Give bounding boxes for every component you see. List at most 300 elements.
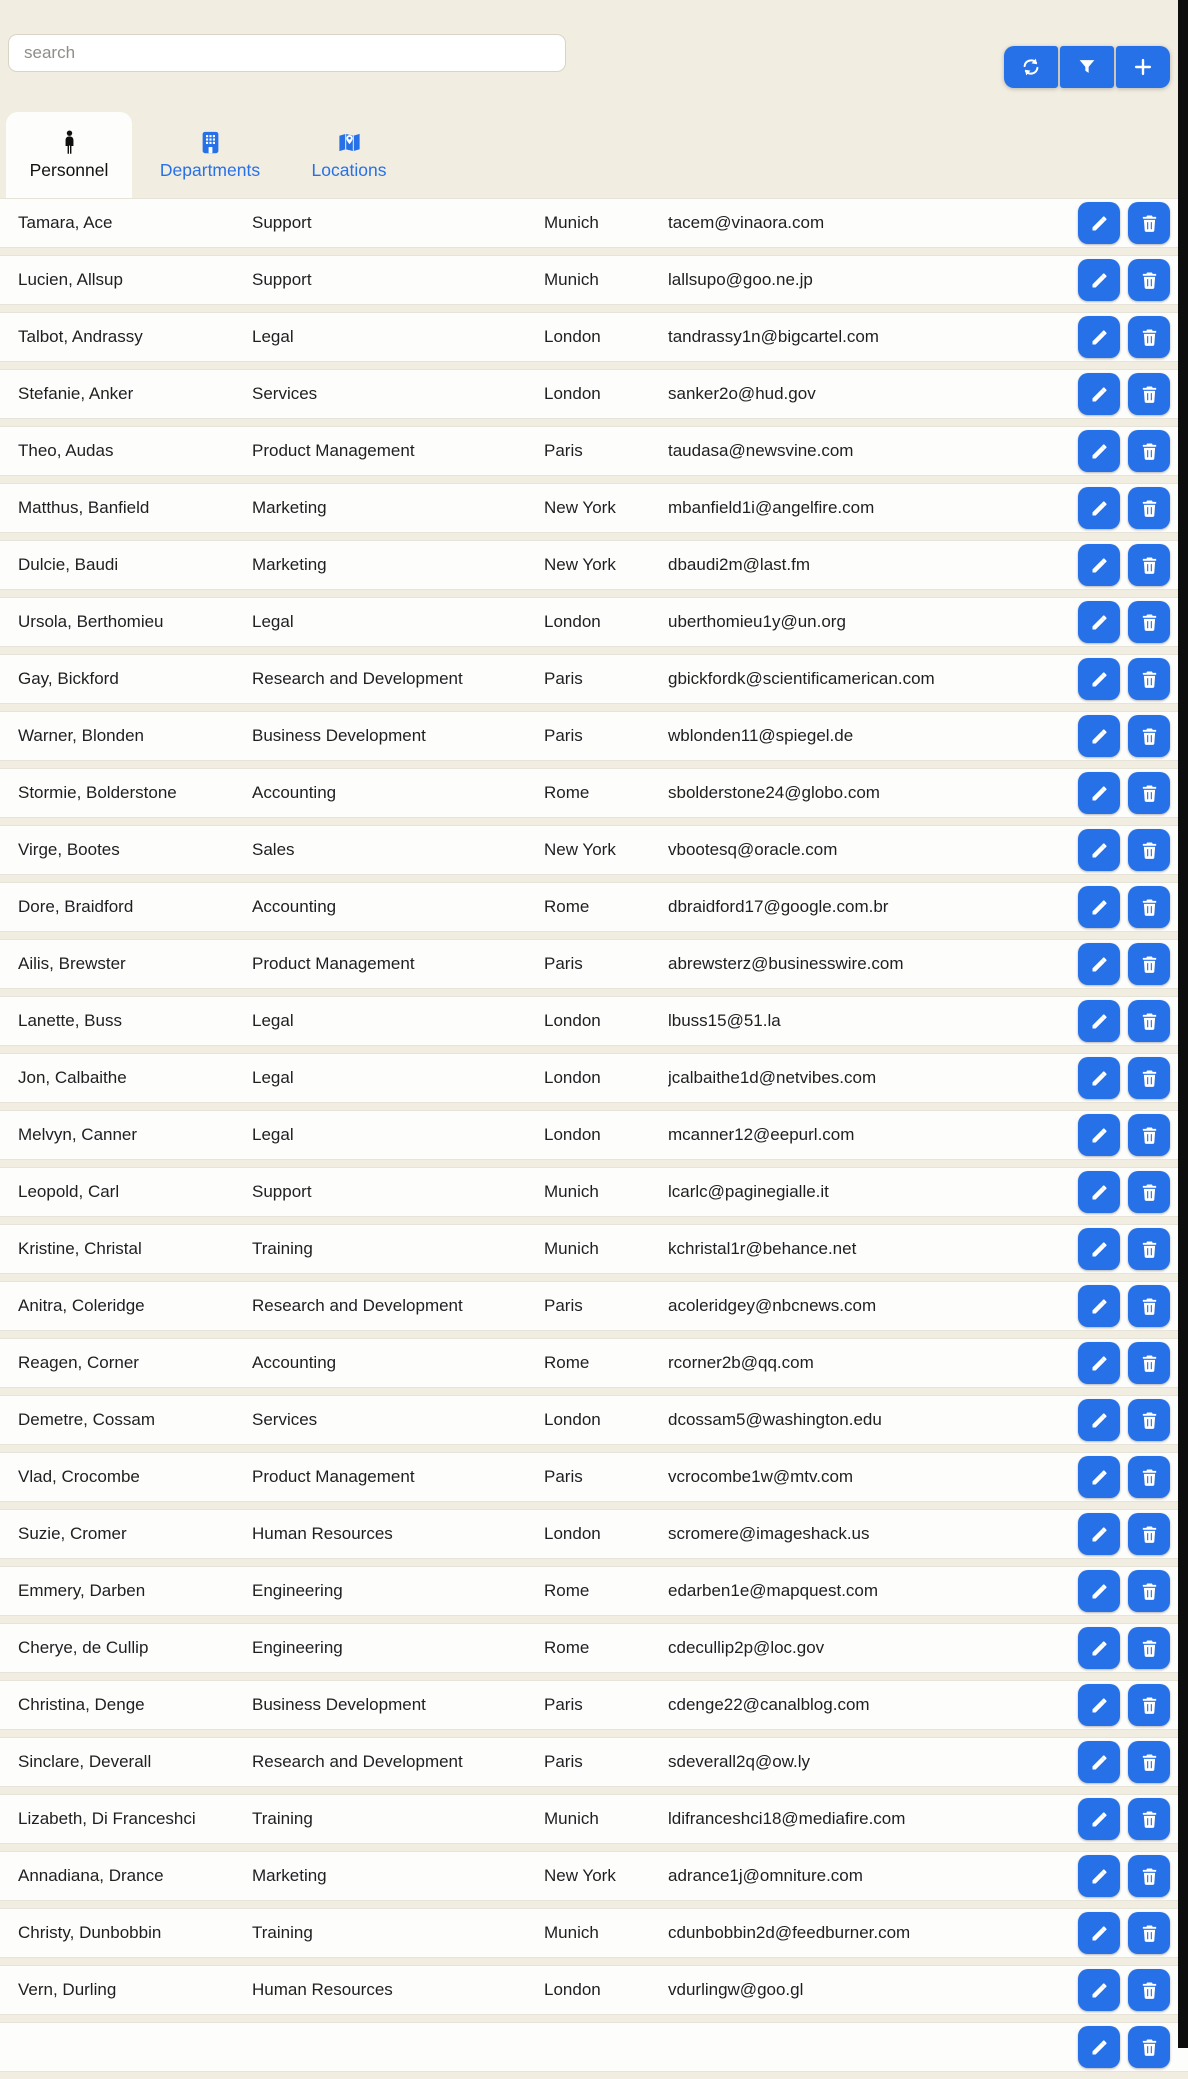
cell-name: Kristine, Christal — [18, 1239, 142, 1258]
trash-icon — [1139, 1809, 1160, 1830]
cell-email: dbaudi2m@last.fm — [668, 555, 810, 574]
pencil-icon — [1089, 1980, 1110, 2001]
delete-button[interactable] — [1128, 487, 1170, 529]
cell-department: Product Management — [252, 441, 415, 460]
pencil-icon — [1089, 1239, 1110, 1260]
edit-button[interactable] — [1078, 1912, 1120, 1954]
cell-city: London — [544, 1011, 601, 1030]
pencil-icon — [1089, 783, 1110, 804]
row-actions — [1078, 1171, 1170, 1213]
cell-department: Accounting — [252, 1353, 337, 1372]
delete-button[interactable] — [1128, 2026, 1170, 2068]
cell-email: mbanfield1i@angelfire.com — [668, 498, 875, 517]
cell-email: taudasa@newsvine.com — [668, 441, 854, 460]
trash-icon — [1139, 1866, 1160, 1887]
delete-button[interactable] — [1128, 829, 1170, 871]
table-row — [0, 1680, 1188, 1730]
edit-button[interactable] — [1078, 1456, 1120, 1498]
cell-city: Paris — [544, 1752, 583, 1771]
edit-button[interactable] — [1078, 544, 1120, 586]
cell-email: acoleridgey@nbcnews.com — [668, 1296, 877, 1315]
pencil-icon — [1089, 327, 1110, 348]
delete-button[interactable] — [1128, 1855, 1170, 1897]
pencil-icon — [1089, 1809, 1110, 1830]
cell-email: adrance1j@omniture.com — [668, 1866, 863, 1885]
row-actions — [1078, 1969, 1170, 2011]
delete-button[interactable] — [1128, 316, 1170, 358]
table-row — [0, 1965, 1188, 2015]
tab-departments[interactable] — [140, 112, 280, 198]
row-actions — [1078, 829, 1170, 871]
cell-name: Ursola, Berthomieu — [18, 612, 164, 631]
trash-icon — [1139, 1410, 1160, 1431]
cell-email: scromere@imageshack.us — [668, 1524, 870, 1543]
row-actions — [1078, 943, 1170, 985]
cell-department: Business Development — [252, 1695, 426, 1714]
edit-button[interactable] — [1078, 373, 1120, 415]
cell-department: Marketing — [252, 1866, 327, 1885]
pencil-icon — [1089, 213, 1110, 234]
tab-personnel[interactable] — [6, 112, 132, 198]
trash-icon — [1139, 1296, 1160, 1317]
cell-city: London — [544, 384, 601, 403]
pencil-icon — [1089, 954, 1110, 975]
pencil-icon — [1089, 441, 1110, 462]
edit-button[interactable] — [1078, 1228, 1120, 1270]
trash-icon — [1139, 1524, 1160, 1545]
cell-email: cdecullip2p@loc.gov — [668, 1638, 825, 1657]
cell-city: London — [544, 1410, 601, 1429]
edit-button[interactable] — [1078, 1741, 1120, 1783]
trash-icon — [1139, 1638, 1160, 1659]
cell-name: Vlad, Crocombe — [18, 1467, 140, 1486]
delete-button[interactable] — [1128, 1513, 1170, 1555]
cell-email: rcorner2b@qq.com — [668, 1353, 814, 1372]
tab-bar — [0, 112, 1188, 198]
row-actions — [1078, 1228, 1170, 1270]
delete-button[interactable] — [1128, 886, 1170, 928]
pencil-icon — [1089, 1752, 1110, 1773]
cell-department: Sales — [252, 840, 295, 859]
cell-name: Dore, Braidford — [18, 897, 134, 916]
delete-button[interactable] — [1128, 1171, 1170, 1213]
trash-icon — [1139, 1923, 1160, 1944]
cell-email: cdunbobbin2d@feedburner.com — [668, 1923, 911, 1942]
edit-button[interactable] — [1078, 259, 1120, 301]
edit-button[interactable] — [1078, 1399, 1120, 1441]
table-row — [0, 768, 1188, 818]
table-row — [0, 1794, 1188, 1844]
cell-department: Research and Development — [252, 669, 463, 688]
cell-name: Talbot, Andrassy — [18, 327, 143, 346]
pencil-icon — [1089, 1068, 1110, 1089]
table-row — [0, 1395, 1188, 1445]
cell-name: Christy, Dunbobbin — [18, 1923, 162, 1942]
cell-name: Dulcie, Baudi — [18, 555, 119, 574]
table-row — [0, 369, 1188, 419]
trash-icon — [1139, 1125, 1160, 1146]
cell-name: Leopold, Carl — [18, 1182, 120, 1201]
cell-city: Paris — [544, 669, 583, 688]
cell-department: Engineering — [252, 1638, 343, 1657]
pencil-icon — [1089, 1638, 1110, 1659]
cell-name: Matthus, Banfield — [18, 498, 150, 517]
edit-button[interactable] — [1078, 1570, 1120, 1612]
row-actions — [1078, 259, 1170, 301]
trash-icon — [1139, 897, 1160, 918]
pencil-icon — [1089, 498, 1110, 519]
cell-email: tandrassy1n@bigcartel.com — [668, 327, 879, 346]
cell-name: Reagen, Corner — [18, 1353, 139, 1372]
delete-button[interactable] — [1128, 715, 1170, 757]
cell-email: lcarlc@paginegialle.it — [668, 1182, 829, 1201]
delete-button[interactable] — [1128, 772, 1170, 814]
pencil-icon — [1089, 840, 1110, 861]
cell-city: Munich — [544, 1923, 599, 1942]
cell-name: Ailis, Brewster — [18, 954, 126, 973]
cell-name: Suzie, Cromer — [18, 1524, 127, 1543]
edit-button[interactable] — [1078, 1057, 1120, 1099]
table-row — [0, 1110, 1188, 1160]
delete-button[interactable] — [1128, 1912, 1170, 1954]
cell-city: London — [544, 1980, 601, 1999]
cell-email: uberthomieu1y@un.org — [668, 612, 846, 631]
edit-button[interactable] — [1078, 1342, 1120, 1384]
row-actions — [1078, 1627, 1170, 1669]
cell-city: London — [544, 1068, 601, 1087]
cell-city: Munich — [544, 1182, 599, 1201]
cell-department: Support — [252, 213, 312, 232]
edit-button[interactable] — [1078, 487, 1120, 529]
refresh-icon — [1020, 56, 1042, 78]
trash-icon — [1139, 669, 1160, 690]
edit-button[interactable] — [1078, 202, 1120, 244]
table-row — [0, 1167, 1188, 1217]
cell-city: London — [544, 612, 601, 631]
delete-button[interactable] — [1128, 1285, 1170, 1327]
cell-name: Lizabeth, Di Franceshci — [18, 1809, 196, 1828]
cell-name: Emmery, Darben — [18, 1581, 146, 1600]
cell-name: Demetre, Cossam — [18, 1410, 155, 1429]
cell-name: Warner, Blonden — [18, 726, 144, 745]
row-actions — [1078, 1798, 1170, 1840]
edit-button[interactable] — [1078, 1171, 1120, 1213]
delete-button[interactable] — [1128, 544, 1170, 586]
edit-button[interactable] — [1078, 715, 1120, 757]
table-row — [0, 1053, 1188, 1103]
edit-button[interactable] — [1078, 1798, 1120, 1840]
table-row — [0, 939, 1188, 989]
map-icon — [336, 129, 363, 156]
cell-email: sdeverall2q@ow.ly — [668, 1752, 810, 1771]
row-actions — [1078, 1342, 1170, 1384]
cell-department: Services — [252, 384, 318, 403]
edit-button[interactable] — [1078, 829, 1120, 871]
cell-city: New York — [544, 840, 616, 859]
cell-department: Training — [252, 1239, 313, 1258]
table-row — [0, 654, 1188, 704]
search-input[interactable] — [8, 34, 566, 72]
trash-icon — [1139, 726, 1160, 747]
pencil-icon — [1089, 1866, 1110, 1887]
cell-department: Human Resources — [252, 1524, 393, 1543]
cell-city: London — [544, 1125, 601, 1144]
cell-email: edarben1e@mapquest.com — [668, 1581, 879, 1600]
cell-name: Melvyn, Canner — [18, 1125, 138, 1144]
row-actions — [1078, 1000, 1170, 1042]
cell-name: Annadiana, Drance — [18, 1866, 164, 1885]
cell-name: Gay, Bickford — [18, 669, 119, 688]
delete-button[interactable] — [1128, 259, 1170, 301]
pencil-icon — [1089, 726, 1110, 747]
row-actions — [1078, 715, 1170, 757]
table-row — [0, 1851, 1188, 1901]
pencil-icon — [1089, 2037, 1110, 2058]
plus-icon — [1132, 56, 1154, 78]
trash-icon — [1139, 555, 1160, 576]
edit-button[interactable] — [1078, 943, 1120, 985]
right-edge-bar — [1178, 0, 1188, 2048]
cell-name: Anitra, Coleridge — [18, 1296, 145, 1315]
delete-button[interactable] — [1128, 430, 1170, 472]
edit-button[interactable] — [1078, 1285, 1120, 1327]
tab-personnel-label: Personnel — [29, 160, 109, 180]
row-actions — [1078, 430, 1170, 472]
pencil-icon — [1089, 555, 1110, 576]
row-actions — [1078, 1912, 1170, 1954]
cell-email: wblonden11@spiegel.de — [668, 726, 854, 745]
building-icon — [197, 129, 224, 156]
row-actions — [1078, 886, 1170, 928]
table-row — [0, 711, 1188, 761]
trash-icon — [1139, 1980, 1160, 2001]
trash-icon — [1139, 1182, 1160, 1203]
cell-email: tacem@vinaora.com — [668, 213, 825, 232]
cell-city: Paris — [544, 441, 583, 460]
delete-button[interactable] — [1128, 1456, 1170, 1498]
pencil-icon — [1089, 1410, 1110, 1431]
tab-locations[interactable] — [288, 112, 410, 198]
cell-city: Rome — [544, 1638, 590, 1657]
edit-button[interactable] — [1078, 1855, 1120, 1897]
cell-name: Jon, Calbaithe — [18, 1068, 127, 1087]
pencil-icon — [1089, 612, 1110, 633]
delete-button[interactable] — [1128, 943, 1170, 985]
edit-button[interactable] — [1078, 601, 1120, 643]
delete-button[interactable] — [1128, 1000, 1170, 1042]
edit-button[interactable] — [1078, 316, 1120, 358]
table-row — [0, 996, 1188, 1046]
cell-department: Research and Development — [252, 1296, 463, 1315]
pencil-icon — [1089, 1467, 1110, 1488]
delete-button[interactable] — [1128, 202, 1170, 244]
delete-button[interactable] — [1128, 1684, 1170, 1726]
pencil-icon — [1089, 1296, 1110, 1317]
delete-button[interactable] — [1128, 1114, 1170, 1156]
delete-button[interactable] — [1128, 601, 1170, 643]
table-row — [0, 483, 1188, 533]
table-row — [0, 198, 1188, 248]
cell-name: Lucien, Allsup — [18, 270, 123, 289]
row-actions — [1078, 1114, 1170, 1156]
cell-name: Christina, Denge — [18, 1695, 145, 1714]
cell-city: New York — [544, 498, 616, 517]
row-actions — [1078, 1684, 1170, 1726]
table-row — [0, 1509, 1188, 1559]
table-row — [0, 540, 1188, 590]
cell-city: Paris — [544, 726, 583, 745]
row-actions — [1078, 1285, 1170, 1327]
trash-icon — [1139, 213, 1160, 234]
cell-department: Human Resources — [252, 1980, 393, 1999]
trash-icon — [1139, 1239, 1160, 1260]
table-row — [0, 1452, 1188, 1502]
trash-icon — [1139, 441, 1160, 462]
trash-icon — [1139, 954, 1160, 975]
table-row — [0, 1623, 1188, 1673]
table-row — [0, 825, 1188, 875]
delete-button[interactable] — [1128, 1228, 1170, 1270]
cell-city: Rome — [544, 1581, 590, 1600]
filter-icon — [1076, 56, 1098, 78]
trash-icon — [1139, 1581, 1160, 1602]
cell-department: Legal — [252, 612, 294, 631]
cell-name: Stormie, Bolderstone — [18, 783, 177, 802]
cell-city: Rome — [544, 897, 590, 916]
cell-department: Product Management — [252, 954, 415, 973]
cell-city: Paris — [544, 1296, 583, 1315]
delete-button[interactable] — [1128, 1741, 1170, 1783]
cell-city: Rome — [544, 783, 590, 802]
cell-city: Munich — [544, 1809, 599, 1828]
edit-button[interactable] — [1078, 1000, 1120, 1042]
row-actions — [1078, 1513, 1170, 1555]
cell-city: Paris — [544, 954, 583, 973]
cell-city: Paris — [544, 1467, 583, 1486]
edit-button[interactable] — [1078, 1969, 1120, 2011]
row-actions — [1078, 1741, 1170, 1783]
cell-city: London — [544, 327, 601, 346]
row-actions — [1078, 544, 1170, 586]
delete-button[interactable] — [1128, 658, 1170, 700]
trash-icon — [1139, 1695, 1160, 1716]
cell-department: Research and Development — [252, 1752, 463, 1771]
row-actions — [1078, 202, 1170, 244]
pencil-icon — [1089, 384, 1110, 405]
delete-button[interactable] — [1128, 1969, 1170, 2011]
delete-button[interactable] — [1128, 1798, 1170, 1840]
edit-button[interactable] — [1078, 772, 1120, 814]
trash-icon — [1139, 270, 1160, 291]
pencil-icon — [1089, 897, 1110, 918]
personnel-table — [0, 198, 1188, 2079]
table-row — [0, 426, 1188, 476]
delete-button[interactable] — [1128, 1627, 1170, 1669]
cell-city: Munich — [544, 270, 599, 289]
trash-icon — [1139, 612, 1160, 633]
trash-icon — [1139, 327, 1160, 348]
table-row — [0, 882, 1188, 932]
refresh-button[interactable] — [1004, 46, 1058, 88]
trash-icon — [1139, 1467, 1160, 1488]
table-row — [0, 1737, 1188, 1787]
edit-button[interactable] — [1078, 1513, 1120, 1555]
table-row — [0, 1281, 1188, 1331]
row-actions — [1078, 1456, 1170, 1498]
table-row — [0, 1908, 1188, 1958]
delete-button[interactable] — [1128, 1057, 1170, 1099]
row-actions — [1078, 1855, 1170, 1897]
cell-department: Accounting — [252, 897, 337, 916]
cell-email: sbolderstone24@globo.com — [668, 783, 880, 802]
trash-icon — [1139, 1011, 1160, 1032]
cell-department: Legal — [252, 1068, 294, 1087]
cell-city: Rome — [544, 1353, 590, 1372]
row-actions — [1078, 1399, 1170, 1441]
cell-name: Cherye, de Cullip — [18, 1638, 149, 1657]
row-actions — [1078, 373, 1170, 415]
cell-name: Theo, Audas — [18, 441, 114, 460]
filter-button[interactable] — [1060, 46, 1114, 88]
edit-button[interactable] — [1078, 1627, 1120, 1669]
row-actions — [1078, 2026, 1170, 2068]
pencil-icon — [1089, 1182, 1110, 1203]
pencil-icon — [1089, 1011, 1110, 1032]
delete-button[interactable] — [1128, 1342, 1170, 1384]
table-row — [0, 255, 1188, 305]
row-actions — [1078, 316, 1170, 358]
edit-button[interactable] — [1078, 2026, 1120, 2068]
delete-button[interactable] — [1128, 373, 1170, 415]
cell-department: Services — [252, 1410, 318, 1429]
pencil-icon — [1089, 1125, 1110, 1146]
edit-button[interactable] — [1078, 430, 1120, 472]
cell-email: mcanner12@eepurl.com — [668, 1125, 855, 1144]
cell-email: abrewsterz@businesswire.com — [668, 954, 904, 973]
table-row — [0, 1224, 1188, 1274]
cell-name: Virge, Bootes — [18, 840, 120, 859]
delete-button[interactable] — [1128, 1570, 1170, 1612]
cell-email: vcrocombe1w@mtv.com — [668, 1467, 854, 1486]
edit-button[interactable] — [1078, 886, 1120, 928]
tab-locations-label: Locations — [311, 160, 387, 180]
cell-city: Paris — [544, 1695, 583, 1714]
cell-email: vbootesq@oracle.com — [668, 840, 838, 859]
cell-email: kchristal1r@behance.net — [668, 1239, 857, 1258]
edit-button[interactable] — [1078, 1684, 1120, 1726]
cell-city: Munich — [544, 1239, 599, 1258]
add-button[interactable] — [1116, 46, 1170, 88]
pencil-icon — [1089, 1923, 1110, 1944]
pencil-icon — [1089, 669, 1110, 690]
delete-button[interactable] — [1128, 1399, 1170, 1441]
table-row — [0, 2022, 1188, 2072]
cell-email: vdurlingw@goo.gl — [668, 1980, 804, 1999]
edit-button[interactable] — [1078, 658, 1120, 700]
cell-department: Legal — [252, 1011, 294, 1030]
trash-icon — [1139, 384, 1160, 405]
cell-department: Marketing — [252, 498, 327, 517]
edit-button[interactable] — [1078, 1114, 1120, 1156]
table-row — [0, 597, 1188, 647]
cell-department: Legal — [252, 327, 294, 346]
cell-department: Accounting — [252, 783, 337, 802]
toolbar-button-group — [1004, 46, 1170, 88]
cell-email: dbraidford17@google.com.br — [668, 897, 889, 916]
cell-department: Product Management — [252, 1467, 415, 1486]
row-actions — [1078, 1570, 1170, 1612]
cell-department: Support — [252, 1182, 312, 1201]
